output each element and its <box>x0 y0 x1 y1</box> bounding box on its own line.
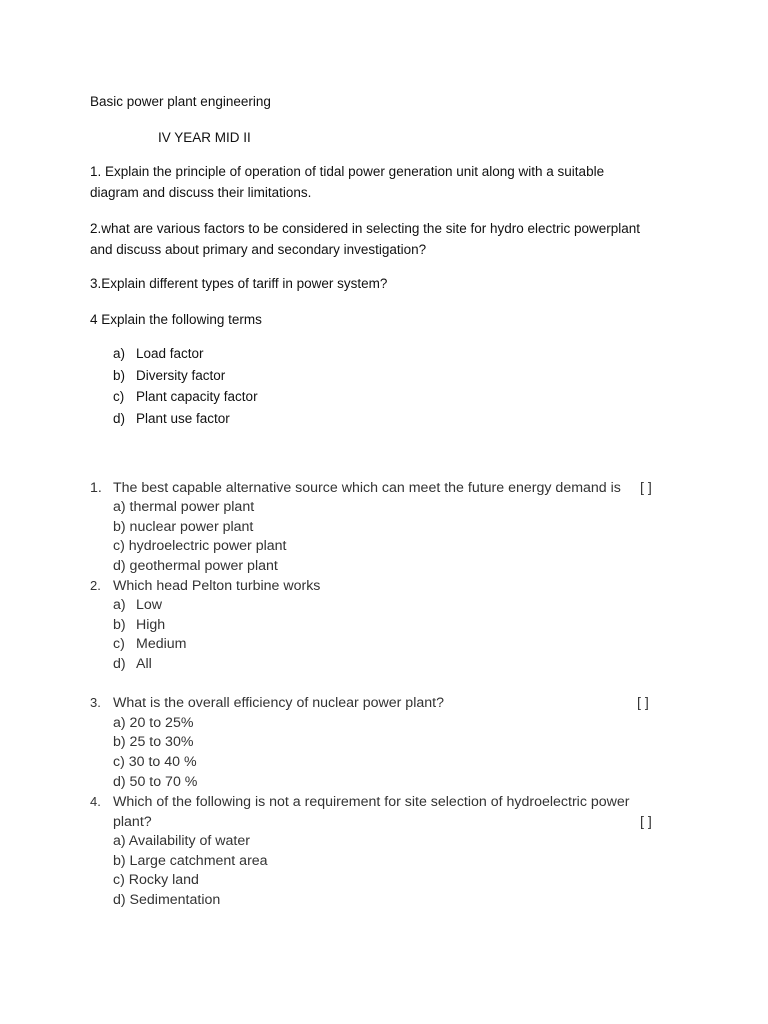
mcq-number: 2. <box>90 578 101 593</box>
mcq-option: b) nuclear power plant <box>113 519 254 535</box>
term-marker: c) <box>113 389 125 404</box>
document-subtitle: IV YEAR MID II <box>158 130 251 145</box>
question-4: 4 Explain the following terms <box>90 312 262 327</box>
mcq-option: Low <box>136 597 163 613</box>
term-marker: b) <box>113 368 126 383</box>
mcq-option: Medium <box>136 636 187 652</box>
mcq-option: a) 20 to 25% <box>113 715 194 731</box>
answer-bracket: [ ] <box>637 695 649 711</box>
term-marker: d) <box>113 411 126 426</box>
option-marker: a) <box>113 597 126 613</box>
mcq-option: d) 50 to 70 % <box>113 774 198 790</box>
mcq-option: d) Sedimentation <box>113 892 221 908</box>
option-marker: d) <box>113 656 126 672</box>
mcq-number: 4. <box>90 794 101 809</box>
term-diversity-factor: Diversity factor <box>136 368 226 383</box>
term-load-factor: Load factor <box>136 346 204 361</box>
term-plant-use-factor: Plant use factor <box>136 411 230 426</box>
option-marker: b) <box>113 617 126 633</box>
mcq-2-question: Which head Pelton turbine works <box>113 578 321 594</box>
mcq-4-question-line-2: plant? <box>113 814 152 830</box>
mcq-1-question: The best capable alternative source which can meet the future energy demand is <box>113 480 621 496</box>
question-2-line-1: 2.what are various factors to be considered in selecting the site for hydro electric powerplant <box>90 221 641 236</box>
mcq-option: b) Large catchment area <box>113 853 268 869</box>
mcq-number: 1. <box>90 480 102 496</box>
option-marker: c) <box>113 636 125 652</box>
mcq-option: d) geothermal power plant <box>113 558 278 574</box>
document-title: Basic power plant engineering <box>90 94 271 109</box>
mcq-option: c) 30 to 40 % <box>113 754 197 770</box>
term-marker: a) <box>113 346 126 361</box>
mcq-option: a) thermal power plant <box>113 499 255 515</box>
answer-bracket: [ ] <box>640 814 652 830</box>
mcq-number: 3. <box>90 695 101 710</box>
mcq-option: High <box>136 617 166 633</box>
mcq-4-question-line-1: Which of the following is not a requirement for site selection of hydroelectric power <box>113 794 630 810</box>
question-2-line-2: and discuss about primary and secondary investigation? <box>90 242 427 257</box>
mcq-option: b) 25 to 30% <box>113 734 194 750</box>
term-plant-capacity-factor: Plant capacity factor <box>136 389 258 404</box>
question-1-line-2: diagram and discuss their limitations. <box>90 185 312 200</box>
mcq-option: c) hydroelectric power plant <box>113 538 287 554</box>
question-1-line-1: 1. Explain the principle of operation of tidal power generation unit along with a suitable <box>90 164 605 179</box>
mcq-3-question: What is the overall efficiency of nuclear power plant? <box>113 695 444 711</box>
mcq-option: c) Rocky land <box>113 872 199 888</box>
answer-bracket: [ ] <box>640 480 652 496</box>
mcq-option: a) Availability of water <box>113 833 250 849</box>
question-3: 3.Explain different types of tariff in power system? <box>90 276 388 291</box>
mcq-option: All <box>136 656 152 672</box>
